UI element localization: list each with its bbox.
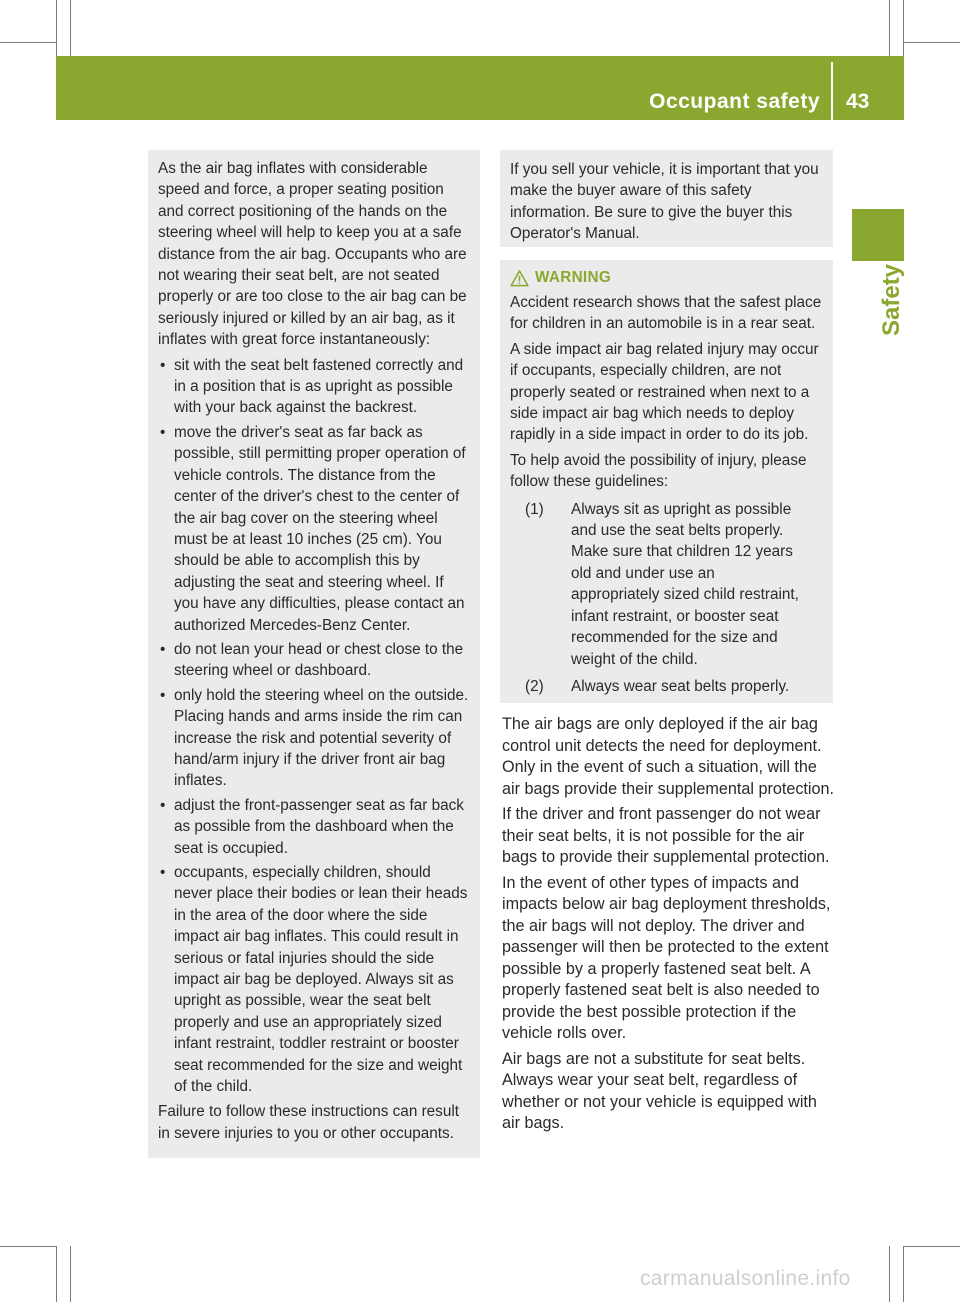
- body-text: [502, 714, 836, 1139]
- warning-header: [510, 266, 825, 290]
- resale-note-text: If you sell your vehicle, it is important that you make the buyer aware of this safety information. Be sure to give the buyer this Operator's Manual.: [510, 161, 819, 243]
- item-text: Always sit as upright as possible and use the seat belts properly. Make sure that children 12 years old and under use an appropriately sized child restraint, infant restraint, or booster seat recommended for the size and weight of the child.: [571, 500, 799, 668]
- crop-mark: [70, 0, 71, 56]
- section-tab-marker: [852, 209, 904, 261]
- list-item: • do not lean your head or chest close to the steering wheel or dashboard.: [160, 640, 464, 680]
- body-paragraph: The air bags are only deployed if the air bag control unit detects the need for deployment. Only in the event of such a situation, will the air bags provide their supplemental protection.: [502, 715, 835, 798]
- item-number: (2): [525, 677, 544, 695]
- crop-mark: [889, 0, 890, 56]
- body-paragraph: Air bags are not a substitute for seat belts. Always wear your seat belt, regardless of whether or not your vehicle is equipped with air bags.: [502, 1049, 817, 1132]
- crop-mark: [904, 1246, 960, 1247]
- page-title: Occupant safety: [649, 90, 820, 113]
- instructions-outro: Failure to follow these instructions can result in severe injuries to you or other occupants.: [158, 1103, 459, 1142]
- body-paragraph: If the driver and front passenger do not wear their seat belts, it is not possible for the air bags to provide their supplemental protection.: [502, 805, 830, 866]
- header-divider: [831, 62, 833, 120]
- bullet-icon: •: [160, 356, 166, 374]
- list-item: • sit with the seat belt fastened correctly and in a position that is as upright as possible with your back against the backrest.: [160, 356, 464, 417]
- bullet-icon: •: [160, 686, 166, 704]
- list-item: • move the driver's seat as far back as possible, still permitting proper operation of vehicle controls. The distance from the center of the driver's chest to the center of the air bag cover on the steering wheel must be at least 10 inches (25 cm). You should be able to accomplish this by adjusting the seat and steering wheel. If you have any difficulties, please contact an authorized Mercedes-Benz Center.: [160, 423, 466, 634]
- crop-mark: [0, 1246, 56, 1247]
- watermark: carmanualsonline.info: [640, 1267, 851, 1290]
- item-number: (1): [525, 500, 544, 518]
- crop-mark: [56, 1246, 57, 1302]
- bullet-icon: •: [160, 864, 166, 881]
- list-item: [510, 499, 825, 670]
- bullet-icon: •: [160, 423, 166, 441]
- crop-mark: [70, 1246, 71, 1302]
- crop-mark: [56, 0, 57, 56]
- list-item: • occupants, especially children, should never place their bodies or lean their heads in the area of the door where the side impact air bag inflates. This could result in serious or fatal injuries should the side impact air bag be deployed. Always sit as upright as possible, wear the seat belt properly and use an appropriately sized infant restraint, toddler restraint or booster seat recommended for the size and weight of the child.: [160, 864, 468, 1096]
- list-item: • adjust the front-passenger seat as far back as possible from the dashboard when the seat is occupied.: [160, 796, 464, 857]
- crop-mark: [904, 42, 960, 43]
- crop-mark: [903, 0, 904, 56]
- guidelines-list: [510, 499, 825, 698]
- bullet-icon: •: [160, 796, 166, 814]
- crop-mark: [0, 42, 56, 43]
- safety-instructions-box: [148, 150, 480, 1158]
- resale-note-box: [500, 150, 833, 247]
- bullet-icon: •: [160, 640, 166, 658]
- item-text: Always wear seat belts properly.: [571, 677, 790, 695]
- warning-paragraph: To help avoid the possibility of injury, please follow these guidelines:: [510, 451, 807, 491]
- warning-paragraph: A side impact air bag related injury may occur if occupants, especially children, are not properly seated or restrained when next to a side impact air bag which needs to deploy rapidly in a side impact in order to do its job.: [510, 340, 819, 444]
- page-number: 43: [846, 90, 870, 113]
- section-tab-label: Safety: [878, 263, 905, 336]
- crop-mark: [889, 1246, 890, 1302]
- instructions-intro: As the air bag inflates with considerable speed and force, a proper seating position and correct positioning of the hands on the steering wheel will help to keep you at a safe distance from the air bag. Occupants who are not wearing their seat belt, are not seated properly or are too close to the air bag can be seriously injured or killed by an air bag, as it inflates with great force instantaneously:: [158, 160, 467, 349]
- warning-paragraph: Accident research shows that the safest place for children in an automobile is in a rear seat.: [510, 294, 822, 333]
- warning-box: [500, 260, 833, 703]
- instructions-list: [158, 355, 472, 1098]
- crop-mark: [903, 1246, 904, 1302]
- list-item: [510, 676, 825, 697]
- warning-triangle-icon: [510, 269, 529, 287]
- body-paragraph: In the event of other types of impacts and impacts below air bag deployment thresholds, the air bags will not deploy. The driver and passenger will then be protected to the extent possible by a properly fastened seat belt. A properly fastened seat belt is also needed to provide the best possible protection if the vehicle rolls over.: [502, 873, 831, 1042]
- warning-title: WARNING: [535, 269, 612, 287]
- list-item: • only hold the steering wheel on the outside. Placing hands and arms inside the rim can increase the risk and potential severity of hand/arm injury if the driver front air bag inflates.: [160, 686, 469, 790]
